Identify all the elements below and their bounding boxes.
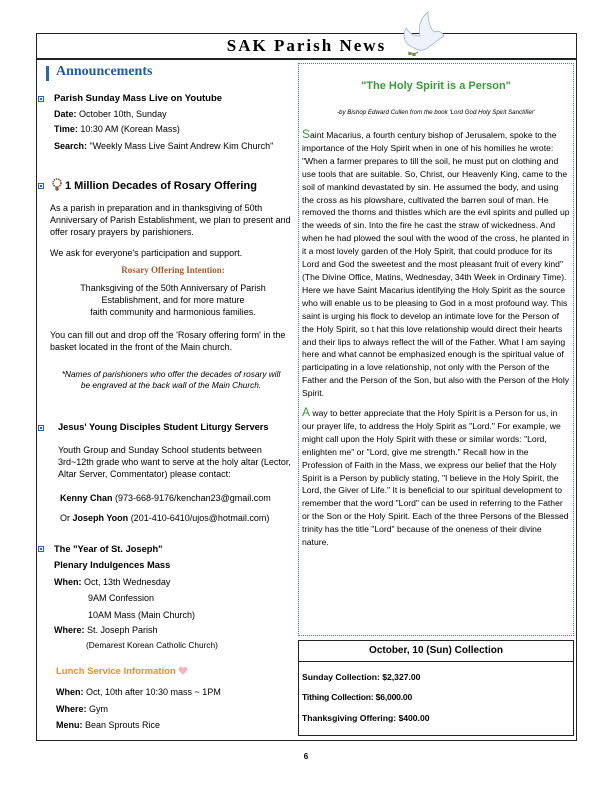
mass-time: Time: 10:30 AM (Korean Mass) (54, 124, 180, 134)
joseph-where-detail: (Demarest Korean Catholic Church) (86, 640, 218, 650)
rosary-paragraph-1: As a parish in preparation and in thanksgiving of 50th Anniversary of Parish Establishment, we plan to present and offer rosary prayers by parishioners. (50, 203, 291, 237)
newsletter-title: SAK Parish News (226, 36, 387, 55)
rosary-title: 1 Million Decades of Rosary Offering (50, 178, 257, 194)
bullet-icon (38, 425, 44, 431)
joseph-title-2: Plenary Indulgences Mass (54, 560, 171, 570)
rosary-note: *Names of parishioners who offer the decades of rosary will be engraved at the back wall of the Main Church. (61, 369, 281, 390)
heart-icon (178, 666, 188, 675)
announcements-heading: Announcements (56, 64, 153, 79)
rosary-intention-line-2: Establishment, and for more mature (101, 295, 245, 305)
masthead (36, 33, 577, 60)
article-paragraph-2: A way to better appreciate that the Holy Spirit is a Person for us, in our prayer life, to address the Holy Spirit as "Lord." For example, we might call upon the Holy Spirit with these or similar words: "Lord, enlighten me" or "Lord, give me strength." Recall how in the Profession of Faith in the Mass, we express our belief that the Holy Spirit is a Person by publicly stating, "I believe in the Holy Spirit, the Lord, the Giver of Life." It is beneficial to our spiritual development to remember that the word "Lord" can be used in referring to the Father or the Son or the Holy Spirit. Each of the three Persons of the Blessed trinity has the title "Lord" because of the oneness of their divine nature. (302, 405, 569, 548)
joseph-where: Where: St. Joseph Parish (54, 625, 158, 635)
bullet-icon (38, 183, 44, 189)
mass-date: Date: October 10th, Sunday (54, 109, 167, 119)
rosary-intention-heading: Rosary Offering Intention: (121, 265, 225, 275)
collection-sunday: Sunday Collection: $2,327.00 (302, 672, 421, 682)
mass-title: Parish Sunday Mass Live on Youtube (54, 93, 223, 104)
youth-paragraph: Youth Group and Sunday School students between 3rd~12th grade who want to serve at the holy altar (Lector, Altar Server, Commentator) please contact: (58, 445, 291, 479)
rosary-paragraph-2: We ask for everyone's participation and support. (50, 248, 243, 258)
contact-joseph: Or Joseph Yoon (201-410-6410/ujos@hotmail.com) (60, 513, 270, 523)
rosary-intention-line-1: Thanksgiving of the 50th Anniversary of Parish (80, 283, 266, 293)
rosary-paragraph-3: You can fill out and drop off the 'Rosary offering form' in the basket located in the front of the Main church. (50, 330, 286, 352)
announcements-accent-bar (46, 66, 49, 81)
joseph-when-mass: 10AM Mass (Main Church) (88, 610, 196, 620)
collection-thanksgiving: Thanksgiving Offering: $400.00 (302, 713, 430, 723)
lunch-title: Lunch Service Information (56, 666, 188, 678)
dove-icon (400, 8, 448, 64)
joseph-title-1: The "Year of St. Joseph" (54, 544, 163, 554)
article-body (302, 128, 570, 555)
rosary-intention-line-3: faith community and harmonious families. (90, 307, 256, 317)
collection-tithing: Tithing Collection: $6,000.00 (302, 692, 413, 702)
rosary-icon (50, 178, 64, 192)
article-title: "The Holy Spirit is a Person" (361, 80, 511, 92)
mass-search: Search: "Weekly Mass Live Saint Andrew Kim Church" (54, 141, 274, 151)
collection-heading: October, 10 (Sun) Collection (298, 640, 574, 662)
lunch-menu: Menu: Bean Sprouts Rice (56, 720, 161, 730)
article-byline: -by Bishop Edward Cullen from the book 'Lord God Holy Spirit Sanctifier' (336, 109, 536, 116)
page-number: 6 (303, 752, 309, 761)
article-paragraph-1: Saint Macarius, a fourth century bishop of Jerusalem, spoke to the importance of the Holy Spirit when in one of his homilies he wrote: "When a farmer prepares to till the soil, he must put on clothing and use tools that are suitable. So, Christ, our Heavenly King, came to the soil of mankind devastated by sin. He assumed the body, and using the cross as his plowshare, cultivated the barren soul of man. He removed the thorns and thistles which are the evil spirits and pulled up the weeds of sin. Into the fire he cast the straw of wickedness. And when he had plowed the soul with the wood of the cross, he planted in it a most lovely garden of the Holy Spirit, that could produce for its Lord and God the sweetest and the most pleasant fruit of every kind" (The Divine Office, Matins, Wednesday, 34th Week in Ordinary Time). Here we have Saint Macarius identifying the Holy Spirit as the source who will enable us to be pleasing to God in a most profound way. This saint is urging his flock to develop an intimate love for the Person of the Holy Spirit, so t hat this love relationship would direct their hearts and their lips to always reflect the will of the Father. What I am saying here and what cannot be emphasized enough is the spiritual value of participating in a love relationship, not only with the Person of the Father and the Person of the Son, but also with the Person of the Holy Spirit. (302, 127, 570, 399)
youth-title: Jesus' Young Disciples Student Liturgy Servers (58, 422, 269, 432)
bullet-icon (38, 546, 44, 552)
contact-kenny: Kenny Chan (973-668-9176/kenchan23@gmail.com (60, 493, 271, 503)
joseph-when-confession: 9AM Confession (88, 593, 155, 603)
joseph-when: When: Oct, 13th Wednesday (54, 577, 171, 587)
bullet-icon (38, 96, 44, 102)
lunch-where: Where: Gym (56, 704, 109, 714)
lunch-when: When: Oct, 10th after 10:30 mass ~ 1PM (56, 687, 221, 697)
